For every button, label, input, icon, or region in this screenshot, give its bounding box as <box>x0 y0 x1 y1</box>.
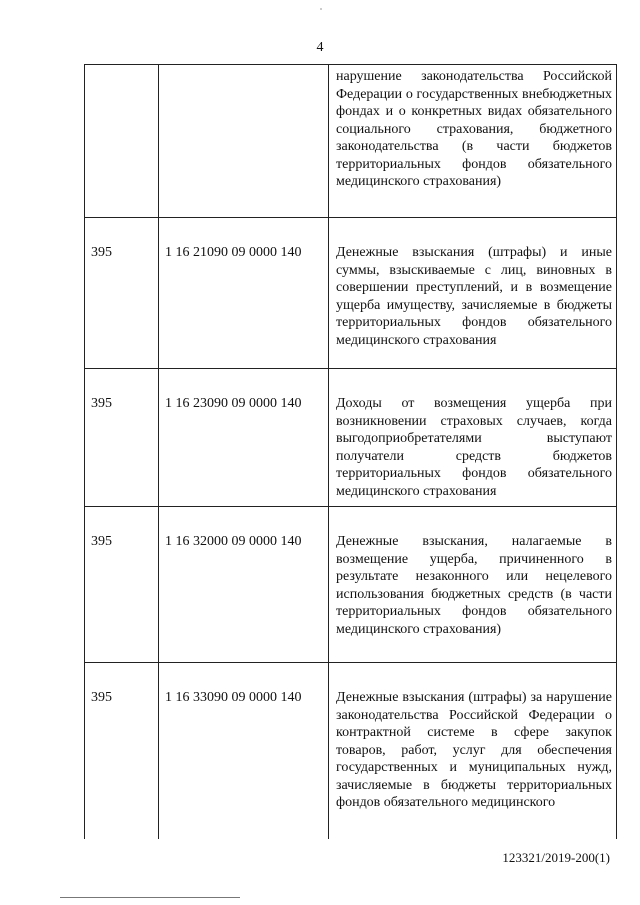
document-id: 123321/2019-200(1) <box>502 850 610 865</box>
description-cell <box>329 369 617 507</box>
footer-divider <box>60 897 240 898</box>
kbk-code: 1 16 23090 09 0000 140 <box>165 396 302 411</box>
scan-artifact <box>320 8 322 10</box>
kbk-code <box>159 65 328 70</box>
revenue-description: Денежные взыскания (штрафы) и иные суммы, взыскиваемые с лиц, виновных в совершении преступлений, и в возмещение ущерба имуществу, зачисляемые в бюджеты территориальных фондов обязательного медицинского страхования <box>336 245 612 348</box>
table-row <box>85 663 617 840</box>
kbk-code: 1 16 33090 09 0000 140 <box>165 690 302 705</box>
admin-code: 395 <box>91 690 112 705</box>
admin-code-cell <box>85 218 159 369</box>
admin-code-cell <box>85 507 159 663</box>
admin-code: 395 <box>91 396 112 411</box>
table-row <box>85 65 617 218</box>
revenue-description: Денежные взыскания (штрафы) за нарушение законодательства Российской Федерации о контрактной системе в сфере закупок товаров, работ, услуг для обеспечения государственных и муниципальных нужд, зачисляемые в бюджеты территориальных фондов обязательного медицинского <box>336 690 612 810</box>
kbk-code-cell <box>159 663 329 840</box>
description-cell <box>329 218 617 369</box>
kbk-code-cell <box>159 65 329 218</box>
kbk-code-cell <box>159 369 329 507</box>
admin-code-cell <box>85 65 159 218</box>
kbk-code-cell <box>159 218 329 369</box>
revenue-description: Доходы от возмещения ущерба при возникновении страховых случаев, когда выгодоприобретателями выступают получатели средств бюджетов территориальных фондов обязательного медицинского страхования <box>336 396 612 499</box>
description-cell <box>329 507 617 663</box>
page-number: 4 <box>316 40 324 55</box>
description-cell <box>329 663 617 840</box>
admin-code <box>85 65 158 70</box>
budget-revenue-table <box>84 64 617 839</box>
table-row <box>85 507 617 663</box>
admin-code-cell <box>85 369 159 507</box>
kbk-code-cell <box>159 507 329 663</box>
revenue-description: Денежные взыскания, налагаемые в возмещение ущерба, причиненного в результате незаконного или нецелевого использования бюджетных средств (в части территориальных фондов обязательного медицинского страхования) <box>336 534 612 637</box>
description-cell <box>329 65 617 218</box>
table-row <box>85 218 617 369</box>
revenue-description: нарушение законодательства Российской Федерации о государственных внебюджетных фондах и о конкретных видах обязательного социального страхования, бюджетного законодательства (в части бюджетов территориальных фондов обязательного медицинского страхования) <box>336 69 612 189</box>
admin-code: 395 <box>91 534 112 549</box>
admin-code: 395 <box>91 245 112 260</box>
admin-code-cell <box>85 663 159 840</box>
kbk-code: 1 16 21090 09 0000 140 <box>165 245 302 260</box>
kbk-code: 1 16 32000 09 0000 140 <box>165 534 302 549</box>
table-row <box>85 369 617 507</box>
